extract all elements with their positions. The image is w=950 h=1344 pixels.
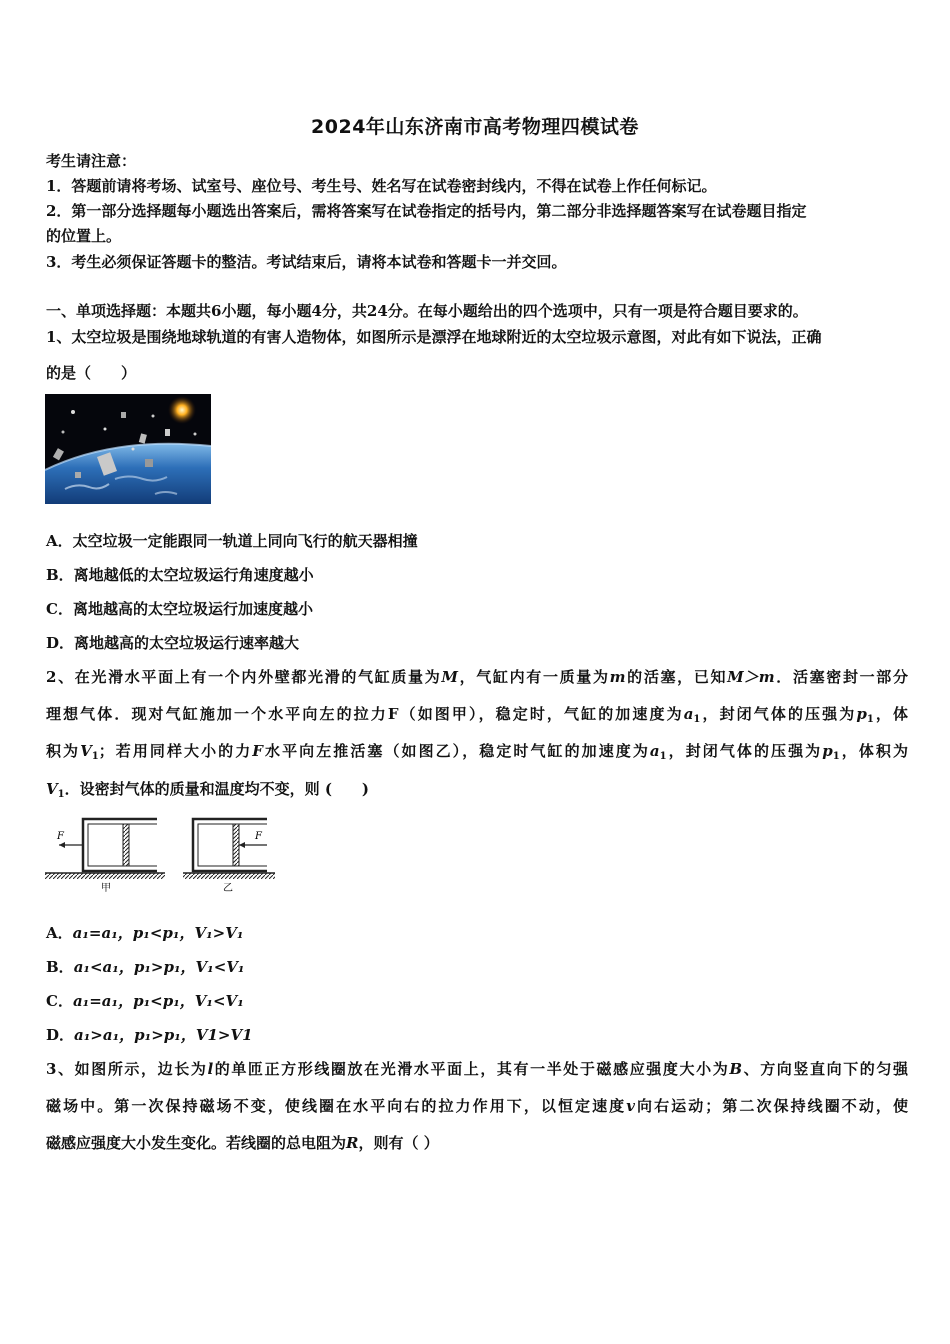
cylinder-diagram <box>45 815 280 895</box>
section-heading: 一、单项选择题：本题共6小题，每小题4分，共24分。在每小题给出的四个选项中，只有一项是符合题目要求的。 <box>46 302 808 320</box>
notice-item-3: 3．考生必须保证答题卡的整洁。考试结束后，请将本试卷和答题卡一并交回。 <box>46 253 567 271</box>
q1-option-a: A．太空垃圾一定能跟同一轨道上同向飞行的航天器相撞 <box>46 532 418 550</box>
q2-option-a: A．a₁=a₁，p₁<p₁，V₁>V₁ <box>46 924 244 942</box>
q2-option-c: C．a₁=a₁，p₁<p₁，V₁<V₁ <box>46 992 244 1010</box>
diagram-left <box>45 819 165 894</box>
q2-option-d: D．a₁>a₁，p₁>p₁，V1>V1 <box>46 1026 253 1044</box>
q3-stem-line2: 磁场中。第一次保持磁场不变，使线圈在水平向右的拉力作用下，以恒定速度v向右运动；第二次保持线圈不动，使 <box>46 1097 908 1115</box>
q2-stem-line2: 理想气体．现对气缸施加一个水平向左的拉力F（如图甲），稳定时，气缸的加速度为$a_1$，封闭气体的压强为$p_1$，体 <box>46 705 908 725</box>
notice-item-1: 1．答题前请将考场、试室号、座位号、考生号、姓名写在试卷密封线内，不得在试卷上作任何标记。 <box>46 177 717 195</box>
notice-heading: 考生请注意： <box>46 152 137 170</box>
q1-option-c: C．离地越高的太空垃圾运行加速度越小 <box>46 600 313 618</box>
notice-item-2: 2．第一部分选择题每小题选出答案后，需将答案写在试卷指定的括号内，第二部分非选择题答案写在试卷题目指定 <box>46 202 807 220</box>
q2-stem-line4: $V_1$．设密封气体的质量和温度均不变，则 ( ) <box>46 780 370 800</box>
page-title: 2024年山东济南市高考物理四模试卷 <box>311 116 639 138</box>
q3-stem-line1: 3、如图所示，边长为l的单匝正方形线圈放在光滑水平面上，其有一半处于磁感应强度大小为B、方向竖直向下的匀强 <box>46 1060 908 1078</box>
diagram-right <box>183 819 275 894</box>
q2-stem-line3: 积为$V_1$；若用同样大小的力F水平向左推活塞（如图乙），稳定时气缸的加速度为$a_1$，封闭气体的压强为$p_1$，体积为 <box>46 742 908 762</box>
notice-item-2-cont: 的位置上。 <box>46 227 122 245</box>
q1-stem-line1: 1、太空垃圾是围绕地球轨道的有害人造物体，如图所示是漂浮在地球附近的太空垃圾示意图，对此有如下说法，正确 <box>46 328 822 346</box>
q3-stem-line3: 磁感应强度大小发生变化。若线圈的总电阻为R，则有（ ） <box>46 1134 439 1152</box>
q1-option-d: D．离地越高的太空垃圾运行速率越大 <box>46 634 300 652</box>
diagram-label-jia: 甲 <box>101 883 111 894</box>
q2-option-b: B．a₁<a₁，p₁>p₁，V₁<V₁ <box>46 958 245 976</box>
q1-stem-line2: 的是（ ） <box>46 364 137 382</box>
force-label-right: F <box>255 831 262 842</box>
space-debris-image <box>45 394 211 504</box>
force-label-left: F <box>57 831 64 842</box>
q2-stem-line1: 2、在光滑水平面上有一个内外壁都光滑的气缸质量为M，气缸内有一质量为m的活塞，已知M＞m．活塞密封一部分 <box>46 668 908 686</box>
diagram-label-yi: 乙 <box>223 883 233 894</box>
q1-option-b: B．离地越低的太空垃圾运行角速度越小 <box>46 566 314 584</box>
